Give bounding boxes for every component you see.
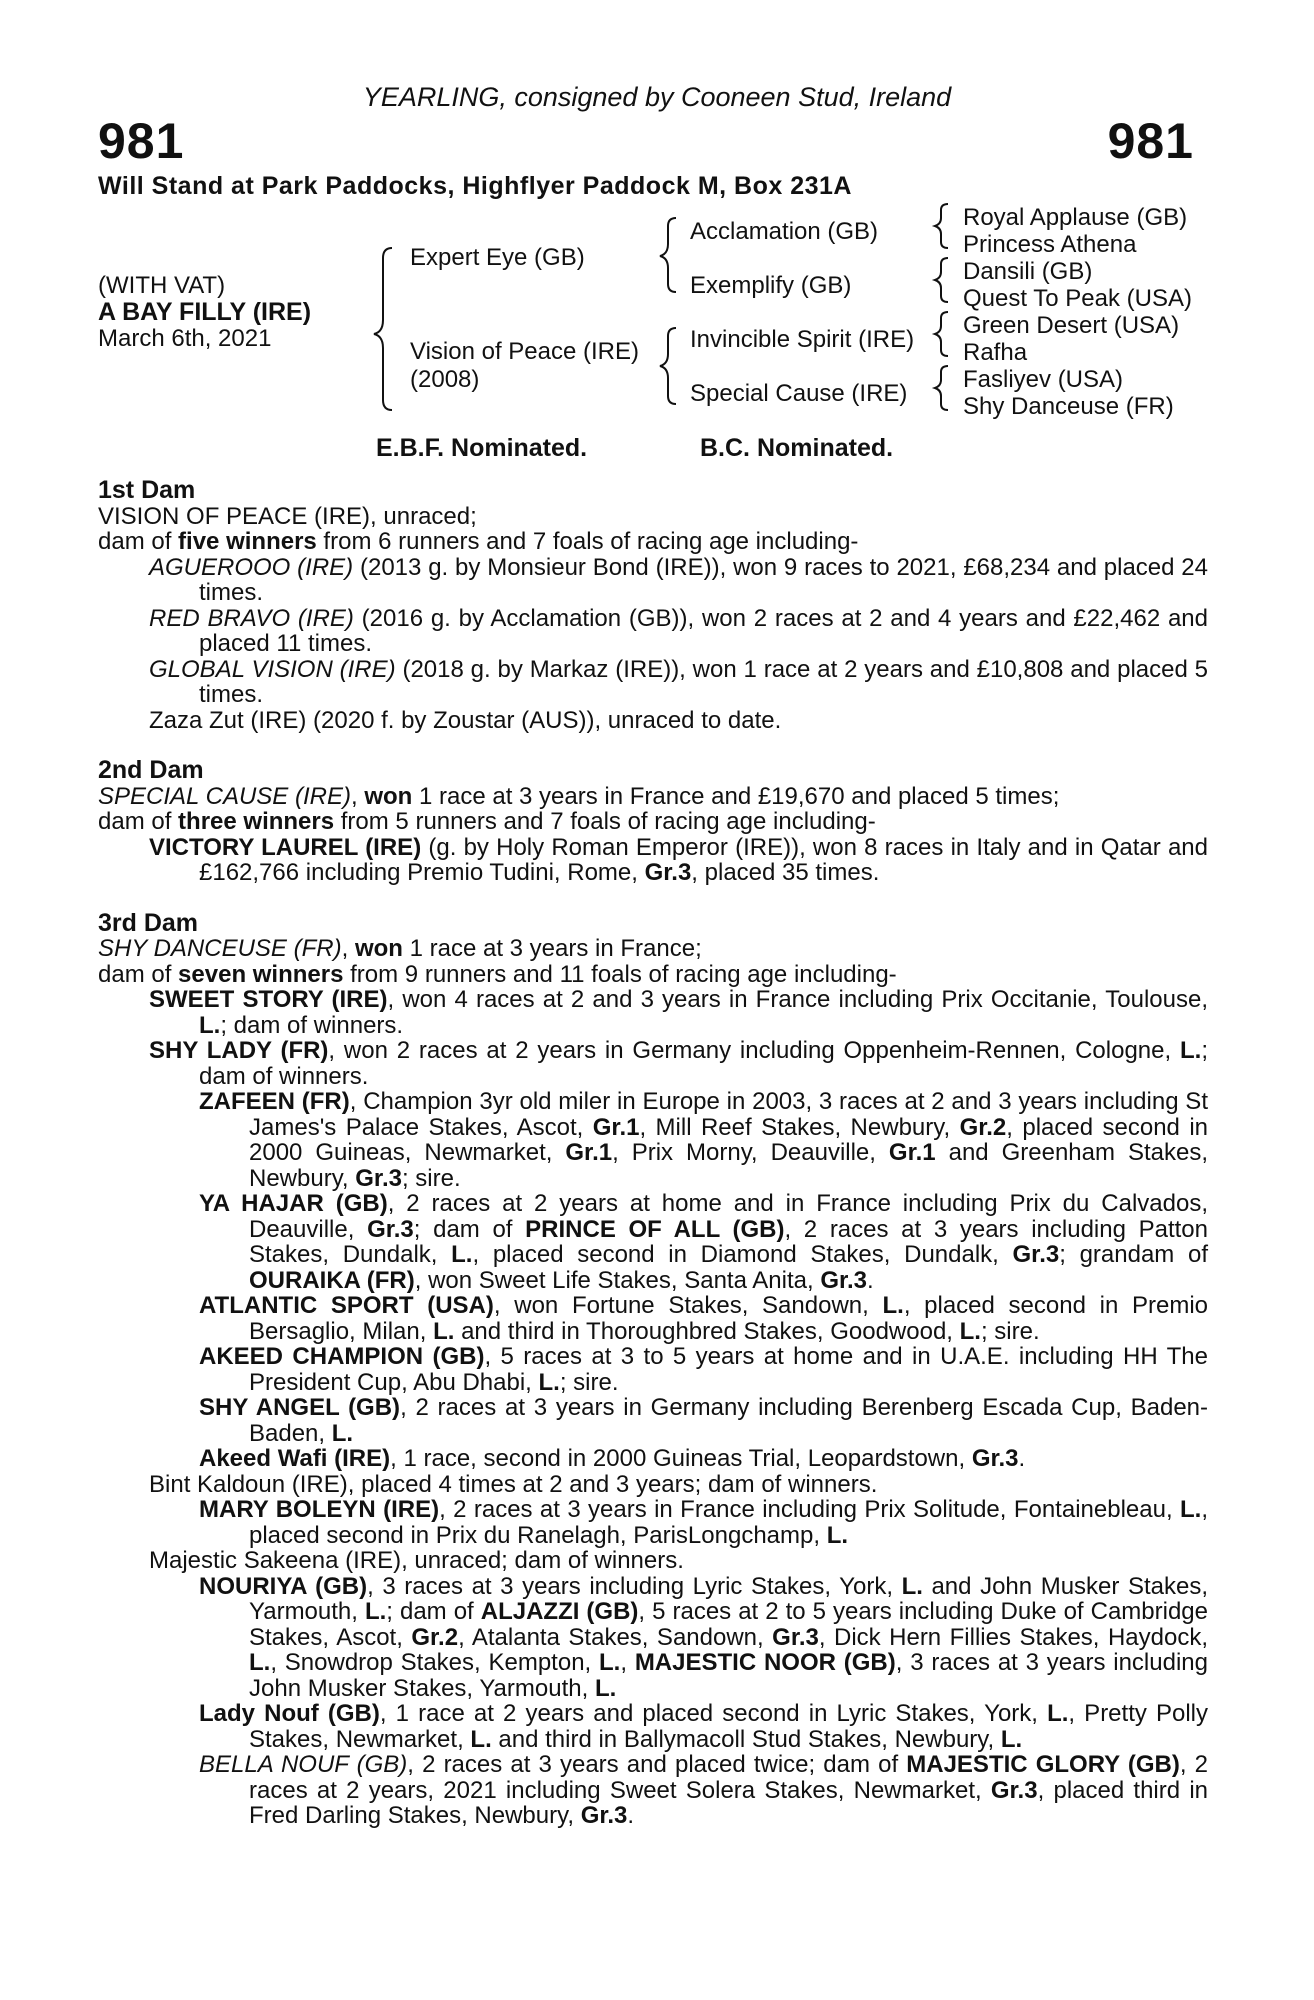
- produce-entry: SHY ANGEL (GB), 2 races at 3 years in Germany including Berenberg Escada Cup, Baden-Baden, L.: [199, 1394, 1208, 1447]
- sire-dam: Exemplify (GB): [690, 272, 852, 299]
- lot-number-left: 981: [98, 113, 185, 169]
- vat-note: (WITH VAT): [98, 272, 226, 299]
- produce-entry: AGUEROOO (IRE) (2013 g. by Monsieur Bond (IRE)), won 9 races to 2021, £68,234 and placed 24 times.: [149, 553, 1208, 606]
- gg-2: Princess Athena: [963, 231, 1137, 258]
- produce-entry: Lady Nouf (GB), 1 race at 2 years and placed second in Lyric Stakes, York, L., Pretty Polly Stakes, Newmarket, L. and third in Ballymacoll Stud Stakes, Newbury, L.: [199, 1700, 1208, 1753]
- gg-8: Shy Danceuse (FR): [963, 393, 1174, 420]
- second-dam-heading: 2nd Dam: [98, 756, 204, 784]
- produce-entry: BELLA NOUF (GB), 2 races at 3 years and placed twice; dam of MAJESTIC GLORY (GB), 2 races at 2 years, 2021 including Sweet Solera Stakes, Newmarket, Gr.3, placed third in Fred Darling Stakes, Newbury, Gr.3.: [199, 1751, 1208, 1829]
- dam-year: (2008): [410, 366, 480, 393]
- second-dam-produce-summary: dam of three winners from 5 runners and 7 foals of racing age including-: [98, 808, 876, 835]
- produce-entry: Zaza Zut (IRE) (2020 f. by Zoustar (AUS)), unraced to date.: [149, 706, 782, 734]
- bc-nomination: B.C. Nominated.: [700, 434, 894, 462]
- produce-entry: MARY BOLEYN (IRE), 2 races at 3 years in France including Prix Solitude, Fontainebleau, L., placed second in Prix du Ranelagh, ParisLongchamp, L.: [199, 1496, 1208, 1549]
- first-dam-heading: 1st Dam: [98, 476, 196, 504]
- sire-sire: Acclamation (GB): [690, 218, 879, 245]
- horse-name: A BAY FILLY (IRE): [98, 298, 312, 326]
- produce-entry: Akeed Wafi (IRE), 1 race, second in 2000 Guineas Trial, Leopardstown, Gr.3.: [199, 1445, 1026, 1472]
- first-dam-name: VISION OF PEACE (IRE), unraced;: [98, 502, 477, 530]
- catalogue-body: [98, 478, 1208, 1829]
- gg-1: Royal Applause (GB): [963, 204, 1188, 231]
- ebf-nomination: E.B.F. Nominated.: [376, 434, 588, 462]
- produce-entry: AKEED CHAMPION (GB), 5 races at 3 to 5 years at home and in U.A.E. including HH The President Cup, Abu Dhabi, L.; sire.: [199, 1343, 1208, 1396]
- produce-entry: NOURIYA (GB), 3 races at 3 years including Lyric Stakes, York, L. and John Musker Stakes, Yarmouth, L.; dam of ALJAZZI (GB), 5 races at 2 to 5 years including Duke of Cambridge Stakes, Ascot, Gr.2, Atalanta Stakes, Sandown, Gr.3, Dick Hern Fillies Stakes, Haydock, L., Snowdrop Stakes, Kempton, L., MAJESTIC NOOR (GB), 3 races at 3 years including John Musker Stakes, Yarmouth, L.: [199, 1572, 1208, 1702]
- second-dam-record: SPECIAL CAUSE (IRE), won 1 race at 3 years in France and £19,670 and placed 5 times;: [98, 782, 1060, 810]
- produce-entry: Majestic Sakeena (IRE), unraced; dam of winners.: [149, 1547, 684, 1574]
- dam-sire: Invincible Spirit (IRE): [690, 326, 915, 353]
- produce-entry: RED BRAVO (IRE) (2016 g. by Acclamation (GB)), won 2 races at 2 and 4 years and £22,462 and placed 11 times.: [149, 604, 1208, 657]
- lot-number-right: 981: [1107, 113, 1194, 169]
- foaling-date: March 6th, 2021: [98, 325, 272, 352]
- produce-entry: VICTORY LAUREL (IRE) (g. by Holy Roman Emperor (IRE)), won 8 races in Italy and in Qatar and £162,766 including Premio Tudini, Rome, Gr.3, placed 35 times.: [149, 833, 1208, 886]
- produce-entry: SWEET STORY (IRE), won 4 races at 2 and 3 years in France including Prix Occitanie, Toulouse, L.; dam of winners.: [149, 986, 1208, 1039]
- dam-name: Vision of Peace (IRE): [410, 338, 639, 365]
- consignment-line: YEARLING, consigned by Cooneen Stud, Ireland: [362, 82, 952, 112]
- third-dam-produce-summary: dam of seven winners from 9 runners and 11 foals of racing age including-: [98, 960, 897, 988]
- produce-entry: SHY LADY (FR), won 2 races at 2 years in Germany including Oppenheim-Rennen, Cologne, L.; dam of winners.: [149, 1037, 1208, 1090]
- gg-5: Green Desert (USA): [963, 312, 1180, 339]
- first-dam-record: dam of five winners from 6 runners and 7 foals of racing age including-: [98, 528, 859, 555]
- stable-location: Will Stand at Park Paddocks, Highflyer Paddock M, Box 231A: [98, 172, 852, 200]
- third-dam-record: SHY DANCEUSE (FR), won 1 race at 3 years in France;: [98, 935, 702, 962]
- dam-dam: Special Cause (IRE): [690, 380, 908, 407]
- gg-6: Rafha: [963, 339, 1028, 366]
- produce-entry: Bint Kaldoun (IRE), placed 4 times at 2 and 3 years; dam of winners.: [149, 1470, 878, 1498]
- third-dam-heading: 3rd Dam: [98, 908, 199, 937]
- gg-7: Fasliyev (USA): [963, 366, 1124, 393]
- produce-entry: ZAFEEN (FR), Champion 3yr old miler in Europe in 2003, 3 races at 2 and 3 years including St James's Palace Stakes, Ascot, Gr.1, Mill Reef Stakes, Newbury, Gr.2, placed second in 2000 Guineas, Newmarket, Gr.1, Prix Morny, Deauville, Gr.1 and Greenham Stakes, Newbury, Gr.3; sire.: [199, 1088, 1209, 1192]
- gg-4: Quest To Peak (USA): [963, 285, 1192, 312]
- gg-3: Dansili (GB): [963, 258, 1093, 285]
- produce-entry: YA HAJAR (GB), 2 races at 2 years at home and in France including Prix du Calvados, Deauville, Gr.3; dam of PRINCE OF ALL (GB), 2 races at 3 years including Patton Stakes, Dundalk, L., placed second in Diamond Stakes, Dundalk, Gr.3; grandam of OURAIKA (FR), won Sweet Life Stakes, Santa Anita, Gr.3.: [199, 1190, 1209, 1294]
- produce-entry: GLOBAL VISION (IRE) (2018 g. by Markaz (IRE)), won 1 race at 2 years and £10,808 and placed 5 times.: [149, 655, 1208, 708]
- sire-name: Expert Eye (GB): [410, 244, 585, 271]
- produce-entry: ATLANTIC SPORT (USA), won Fortune Stakes, Sandown, L., placed second in Premio Bersaglio, Milan, L. and third in Thoroughbred Stakes, Goodwood, L.; sire.: [199, 1292, 1209, 1345]
